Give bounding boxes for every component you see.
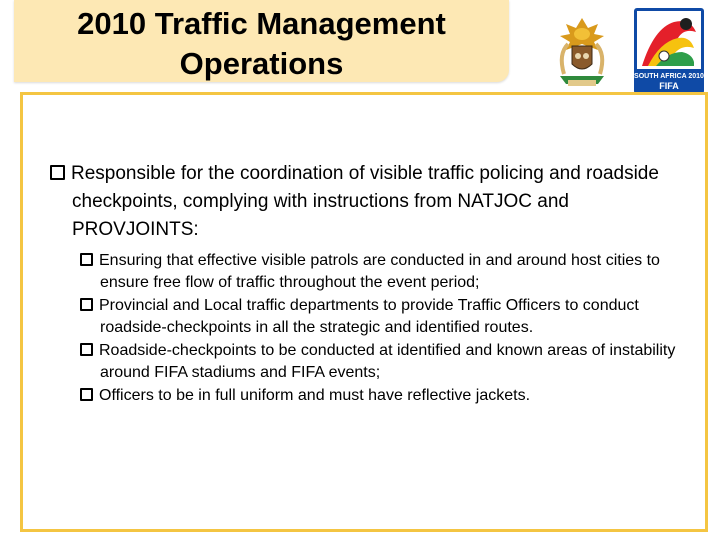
- sub-point-list: [80, 250, 680, 408]
- sub-point-text: Ensuring that effective visible patrols are conducted in and around host cities to ensure free flow of traffic throughout the event period;: [99, 252, 660, 291]
- sub-point: [80, 295, 680, 339]
- sub-point-text: Provincial and Local traffic departments to provide Traffic Officers to conduct roadside-checkpoints in all the strategic and identified routes.: [99, 297, 639, 336]
- slide-title: [14, 4, 509, 84]
- fifa-emblem-label: SOUTH AFRICA 2010: [634, 73, 704, 80]
- sub-point: [80, 385, 680, 407]
- sub-point-text: Officers to be in full uniform and must have reflective jackets.: [99, 387, 531, 404]
- fifa-emblem-brand: FIFA: [659, 81, 679, 91]
- checkbox-bullet-icon: [80, 253, 93, 266]
- checkbox-bullet-icon: [80, 343, 93, 356]
- fifa-world-cup-emblem-icon: [634, 8, 704, 94]
- title-line-2: Operations: [179, 46, 344, 81]
- main-point-text: Responsible for the coordination of visible traffic policing and roadside checkpoints, complying with instructions from NATJOC and PROVJOINTS:: [71, 163, 659, 240]
- sub-point: [80, 340, 680, 384]
- title-line-1: 2010 Traffic Management: [77, 6, 446, 41]
- main-point: [50, 160, 690, 244]
- checkbox-bullet-icon: [50, 165, 65, 180]
- sub-point: [80, 250, 680, 294]
- logo-group: [542, 8, 712, 98]
- coat-of-arms-icon: [542, 14, 622, 90]
- sub-point-text: Roadside-checkpoints to be conducted at identified and known areas of instability around FIFA stadiums and FIFA events;: [99, 342, 676, 381]
- checkbox-bullet-icon: [80, 388, 93, 401]
- checkbox-bullet-icon: [80, 298, 93, 311]
